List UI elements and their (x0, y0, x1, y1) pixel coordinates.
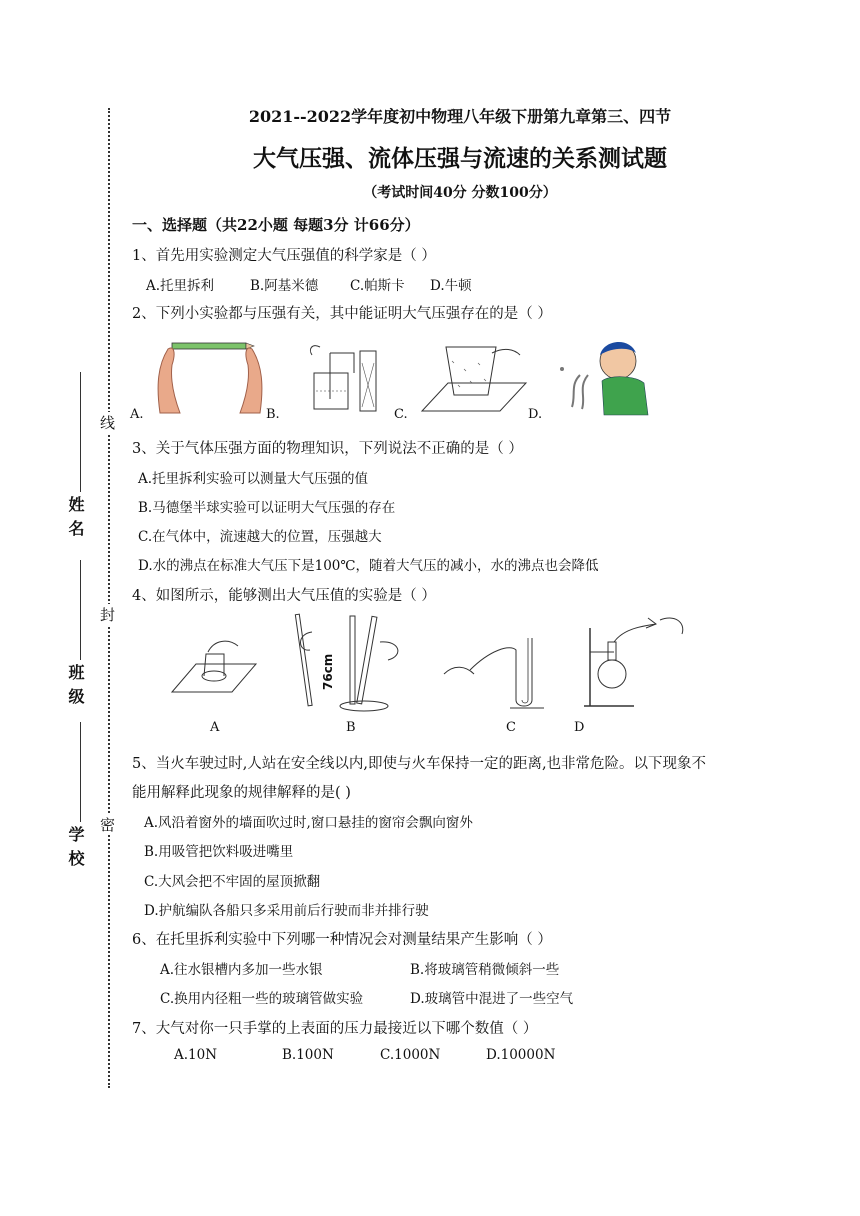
q6-option-c: C.换用内径粗一些的玻璃管做实验 (160, 991, 364, 1007)
q7-option-a: A.10N (174, 1047, 218, 1063)
q1-option-d: D.牛顿 (430, 278, 472, 294)
exam-subtitle: 2021--2022学年度初中物理八年级下册第九章第三、四节 (248, 107, 672, 126)
question-6: 6、在托里拆利实验中下列哪一种情况会对测量结果产生影响（ ） (132, 932, 552, 948)
figure-q4-c-u-tube (440, 630, 560, 710)
q4-label-d: D (574, 720, 585, 735)
class-field-label: 班级 (66, 664, 85, 712)
q4-label-b: B (346, 720, 356, 735)
figure-q4-d-flask (584, 608, 694, 710)
q2-label-d: D. (528, 407, 543, 422)
figure-q4-a (168, 630, 258, 700)
q4-label-c: C (506, 720, 516, 735)
figure-q4-b-torricelli (292, 612, 412, 714)
name-underline (80, 372, 81, 492)
q5-option-b: B.用吸管把饮料吸进嘴里 (144, 844, 294, 860)
q7-option-b: B.100N (282, 1047, 334, 1063)
margin-mark-xian: 线 (100, 414, 116, 432)
torricelli-height-label: 76cm (321, 653, 335, 690)
q5-option-c: C.大风会把不牢固的屋顶掀翻 (144, 874, 321, 890)
q6-option-a: A.往水银槽内多加一些水银 (160, 962, 323, 978)
school-field-label: 学校 (66, 826, 85, 874)
question-7: 7、大气对你一只手掌的上表面的压力最接近以下哪个数值（ ） (132, 1021, 538, 1037)
q6-option-b: B.将玻璃管稍微倾斜一些 (410, 962, 560, 978)
q7-option-c: C.1000N (380, 1047, 441, 1063)
q4-label-a: A (210, 720, 220, 735)
q2-label-c: C. (394, 407, 408, 422)
question-1: 1、首先用实验测定大气压强值的科学家是（ ） (132, 248, 436, 264)
figure-bottle-tube (290, 333, 390, 415)
exam-info: （考试时间40分 分数100分） (363, 185, 557, 201)
q1-option-b: B.阿基米德 (250, 278, 319, 294)
figure-hands-pencil (150, 335, 270, 417)
q5-option-a: A.风沿着窗外的墙面吹过时,窗口悬挂的窗帘会飘向窗外 (144, 815, 473, 831)
class-underline (80, 560, 81, 660)
figure-water-cup-paper (418, 333, 528, 417)
q1-option-a: A.托里拆利 (146, 278, 215, 294)
margin-mark-mi: 密 (100, 816, 116, 834)
q5-option-d: D.护航编队各船只多采用前后行驶而非并排行驶 (144, 903, 429, 919)
question-3: 3、关于气体压强方面的物理知识，下列说法不正确的是（ ） (132, 441, 523, 457)
margin-mark-feng: 封 (100, 606, 116, 624)
question-2: 2、下列小实验都与压强有关，其中能证明大气压强存在的是（ ） (132, 306, 552, 322)
q3-option-d: D.水的沸点在标准大气压下是100℃，随着大气压的减小，水的沸点也会降低 (138, 558, 599, 574)
question-4: 4、如图所示，能够测出大气压值的实验是（ ） (132, 588, 436, 604)
school-underline (80, 722, 81, 822)
q7-option-d: D.10000N (486, 1047, 556, 1063)
exam-title: 大气压强、流体压强与流速的关系测试题 (253, 145, 667, 172)
q3-option-a: A.托里拆利实验可以测量大气压强的值 (138, 471, 369, 487)
name-field-label: 姓名 (66, 496, 85, 544)
binding-line (108, 108, 110, 1088)
question-5-line2: 能用解释此现象的规律解释的是( ) (132, 785, 351, 801)
section-heading: 一、选择题（共22小题 每题3分 计66分） (132, 216, 420, 234)
q2-label-b: B. (266, 407, 280, 422)
figure-boy-blowing-paper (560, 335, 660, 417)
q2-label-a: A. (130, 407, 144, 422)
q3-option-b: B.马德堡半球实验可以证明大气压强的存在 (138, 500, 396, 516)
question-5-line1: 5、当火车驶过时,人站在安全线以内,即使与火车保持一定的距离,也非常危险。以下现象不 (132, 756, 707, 772)
q6-option-d: D.玻璃管中混进了一些空气 (410, 991, 574, 1007)
q1-option-c: C.帕斯卡 (350, 278, 405, 294)
q3-option-c: C.在气体中，流速越大的位置，压强越大 (138, 529, 382, 545)
